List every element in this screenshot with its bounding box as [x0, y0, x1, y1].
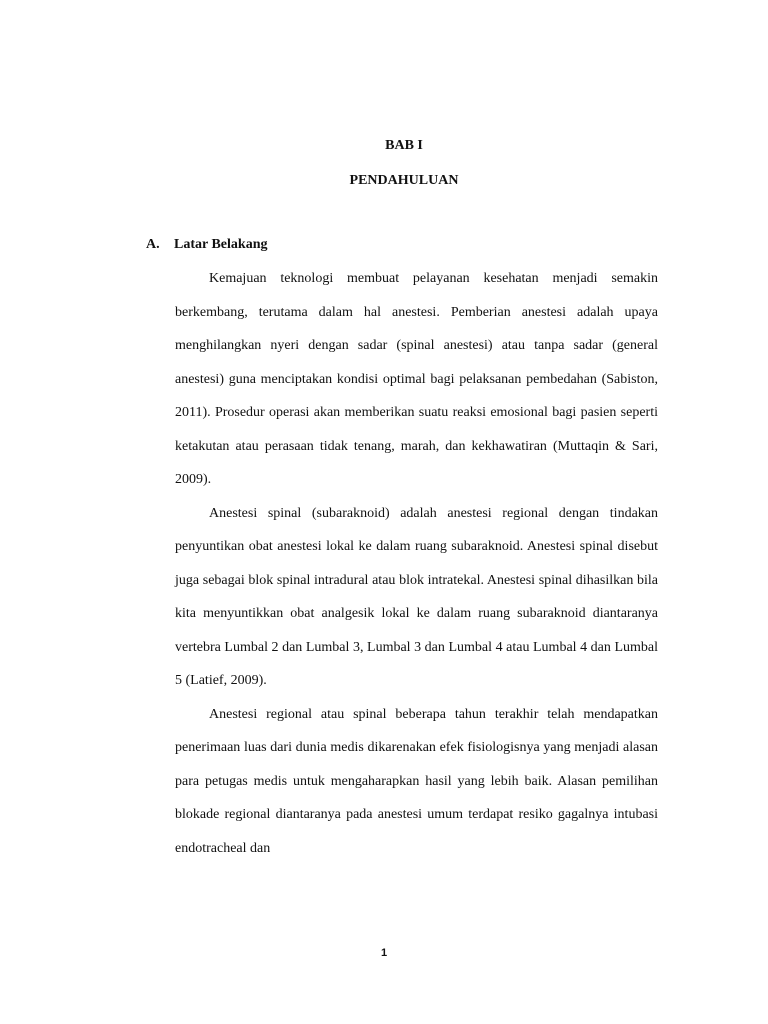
paragraph-3: Anestesi regional atau spinal beberapa tahun terakhir telah mendapatkan penerimaan luas dari dunia medis dikarenakan efek fisiologisnya yang menjadi alasan para petugas medis untuk mengaharapkan hasil yang lebih baik. Alasan pemilihan blokade regional diantaranya pada anestesi umum terdapat resiko gagalnya intubasi endotracheal dan: [175, 706, 658, 856]
section-heading: [146, 236, 267, 254]
chapter-number: BAB I: [385, 138, 423, 153]
paragraph-2: Anestesi spinal (subaraknoid) adalah anestesi regional dengan tindakan penyuntikan obat anestesi lokal ke dalam ruang subaraknoid. Anestesi spinal disebut juga sebagai blok spinal intradural atau blok intratekal. Anestesi spinal dihasilkan bila kita menyuntikkan obat analgesik lokal ke dalam ruang subaraknoid diantaranya vertebra Lumbal 2 dan Lumbal 3, Lumbal 3 dan Lumbal 4 atau Lumbal 4 dan Lumbal 5 (Latief, 2009).: [175, 505, 658, 688]
page-number: 1: [380, 947, 388, 959]
chapter-title: PENDAHULUAN: [349, 173, 459, 188]
body-text: [175, 262, 658, 865]
section-letter: A.: [146, 237, 160, 252]
paragraph-1: Kemajuan teknologi membuat pelayanan kesehatan menjadi semakin berkembang, terutama dalam hal anestesi. Pemberian anestesi adalah upaya menghilangkan nyeri dengan sadar (spinal anestesi) atau tanpa sadar (general anestesi) guna menciptakan kondisi optimal bagi pelaksanan pembedahan (Sabiston, 2011). Prosedur operasi akan memberikan suatu reaksi emosional bagi pasien seperti ketakutan atau perasaan tidak tenang, marah, dan kekhawatiran (Muttaqin & Sari, 2009).: [175, 271, 658, 487]
section-title: Latar Belakang: [174, 237, 268, 252]
